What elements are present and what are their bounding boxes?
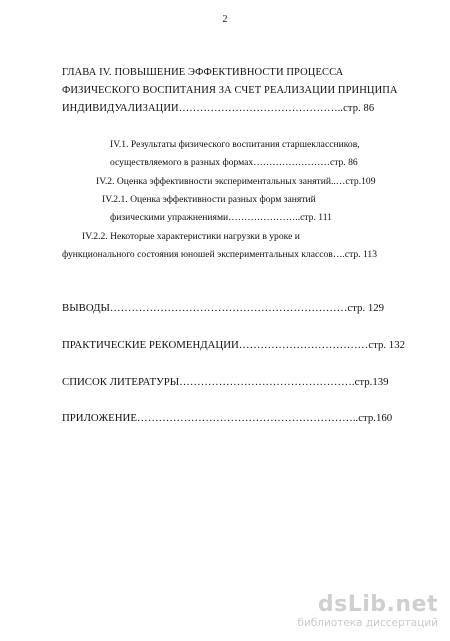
section-4-1-line-1: IV.1. Результаты физического воспитания старшеклассников, <box>110 139 360 150</box>
section-4-2-2-line-1: IV.2.2. Некоторые характеристики нагрузки в уроке и <box>82 231 300 242</box>
watermark-subtitle: библиотека диссертаций <box>297 617 438 629</box>
section-4-2-2-line-2: функционального состояния юношей экспериментальных классов….стр. 113 <box>62 249 378 260</box>
section-4-2-1-line-2: физическими упражнениями…………………..стр. 111 <box>110 212 332 223</box>
toc-practical-recommendations: ПРАКТИЧЕСКИЕ РЕКОМЕНДАЦИИ………………………………стр. 132 <box>62 339 405 351</box>
toc-appendix: ПРИЛОЖЕНИЕ……………………………………………………..стр.160 <box>62 412 393 424</box>
page-number: 2 <box>222 14 228 25</box>
toc-literature-list: СПИСОК ЛИТЕРАТУРЫ………………………………………….стр.139 <box>62 376 389 388</box>
chapter-4-title-line-3: ИНДИВИДУАЛИЗАЦИИ………………………………………..стр. 86 <box>62 103 375 114</box>
section-4-1-line-2: осуществляемого в разных формах……………………стр. 86 <box>110 157 358 168</box>
chapter-4-title-line-1: ГЛАВА IV. ПОВЫШЕНИЕ ЭФФЕКТИВНОСТИ ПРОЦЕССА <box>62 67 344 78</box>
toc-conclusions: ВЫВОДЫ…………………………………………………………стр. 129 <box>62 302 385 314</box>
section-4-2: IV.2. Оценка эффективности экспериментальных занятий..…стр.109 <box>96 176 376 187</box>
chapter-4-title-line-2: ФИЗИЧЕСКОГО ВОСПИТАНИЯ ЗА СЧЕТ РЕАЛИЗАЦИИ ПРИНЦИПА <box>62 85 398 96</box>
section-4-2-1-line-1: IV.2.1. Оценка эффективности разных форм занятий <box>102 194 316 205</box>
watermark-logo: dsLib.net <box>317 592 438 617</box>
watermark <box>297 594 438 629</box>
